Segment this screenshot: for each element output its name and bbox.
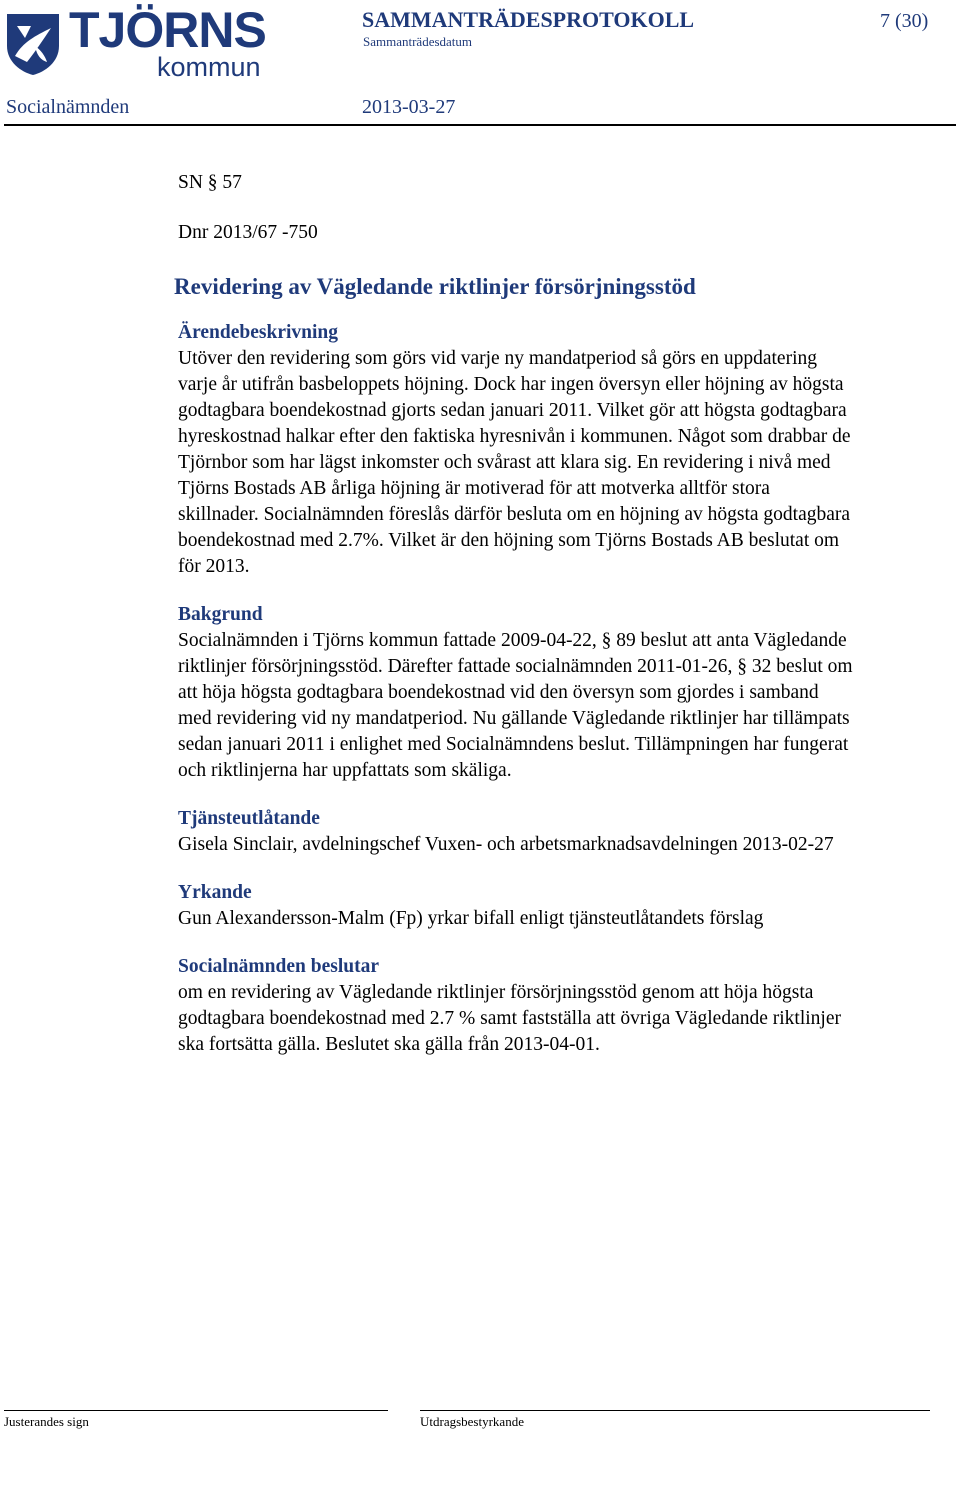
text-line: ska fortsätta gälla. Beslutet ska gälla från 2013-04-01. <box>178 1034 600 1055</box>
logo-wordmark: TJÖRNS <box>69 2 266 58</box>
document-body <box>174 170 958 1080</box>
section-heading: Bakgrund <box>178 604 263 625</box>
signature-line-left <box>4 1410 388 1411</box>
case-number: Dnr 2013/67 -750 <box>178 222 318 243</box>
text-line: om en revidering av Vägledande riktlinjer försörjningsstöd genom att höja högsta <box>178 982 814 1003</box>
protocol-title: SAMMANTRÄDESPROTOKOLL <box>362 7 695 32</box>
text-line: Tjörnbor som har lägst inkomster och svårast att klara sig. En revidering i nivå med <box>178 452 831 473</box>
text-line: varje år utifrån basbeloppets höjning. Dock har ingen översyn eller höjning av högsta <box>178 374 844 395</box>
adjuster-signature-label: Justerandes sign <box>4 1414 89 1429</box>
committee-name: Socialnämnden <box>6 96 130 118</box>
municipality-logo <box>5 2 266 82</box>
section-official-statement <box>178 806 958 858</box>
page-number: 7 (30) <box>880 10 929 32</box>
meeting-date-label: Sammanträdesdatum <box>363 34 473 49</box>
coat-of-arms-icon <box>5 12 61 76</box>
item-title: Revidering av Vägledande riktlinjer försörjningsstöd <box>174 274 696 299</box>
text-line: Utöver den revidering som görs vid varje ny mandatperiod så görs en uppdatering <box>178 348 817 369</box>
text-line: skillnader. Socialnämnden föreslås därför besluta om en höjning av högsta godtagbara <box>178 504 851 525</box>
text-line: Socialnämnden i Tjörns kommun fattade 2009-04-22, § 89 beslut att anta Vägledande <box>178 630 847 651</box>
extract-certification-label: Utdragsbestyrkande <box>420 1414 524 1429</box>
logo-subtitle: kommun <box>157 52 261 82</box>
text-line: Gun Alexandersson-Malm (Fp) yrkar bifall enligt tjänsteutlåtandets förslag <box>178 908 764 929</box>
text-line: Gisela Sinclair, avdelningschef Vuxen- och arbetsmarknadsavdelningen 2013-02-27 <box>178 834 834 855</box>
section-heading: Ärendebeskrivning <box>178 322 338 343</box>
text-line: godtagbara boendekostnad gjorts sedan januari 2011. Vilket gör att högsta godtagbara <box>178 400 847 421</box>
text-line: sedan januari 2011 i enlighet med Socialnämndens beslut. Tillämpningen har fungerat <box>178 734 849 755</box>
text-line: Tjörns Bostads AB årliga höjning är motiverad för att motverka alltför stora <box>178 478 770 499</box>
meeting-date: 2013-03-27 <box>362 96 456 118</box>
text-line: och riktlinjerna har uppfattats som skäliga. <box>178 760 512 781</box>
text-line: riktlinjer försörjningsstöd. Därefter fattade socialnämnden 2011-01-26, § 32 beslut om <box>178 656 853 677</box>
text-line: med revidering vid ny mandatperiod. Nu gällande Vägledande riktlinjer har tillämpats <box>178 708 850 729</box>
text-line: hyreskostnad halkar efter den faktiska hyresnivån i kommunen. Något som drabbar de <box>178 426 851 447</box>
section-background <box>178 602 958 784</box>
section-motion <box>178 880 958 932</box>
text-line: att höja högsta godtagbara boendekostnad vid den översyn som gjordes i samband <box>178 682 819 703</box>
section-description <box>178 320 958 580</box>
header-divider <box>4 124 956 126</box>
section-decision <box>178 954 958 1058</box>
paragraph-number: SN § 57 <box>178 172 242 193</box>
section-heading: Socialnämnden beslutar <box>178 956 379 977</box>
section-heading: Yrkande <box>178 882 252 903</box>
section-heading: Tjänsteutlåtande <box>178 808 320 829</box>
text-line: för 2013. <box>178 556 250 577</box>
signature-line-right <box>420 1410 930 1411</box>
text-line: godtagbara boendekostnad med 2.7 % samt fastställa att övriga Vägledande riktlinjer <box>178 1008 841 1029</box>
text-line: boendekostnad med 2.7%. Vilket är den höjning som Tjörns Bostads AB beslutat om <box>178 530 840 551</box>
